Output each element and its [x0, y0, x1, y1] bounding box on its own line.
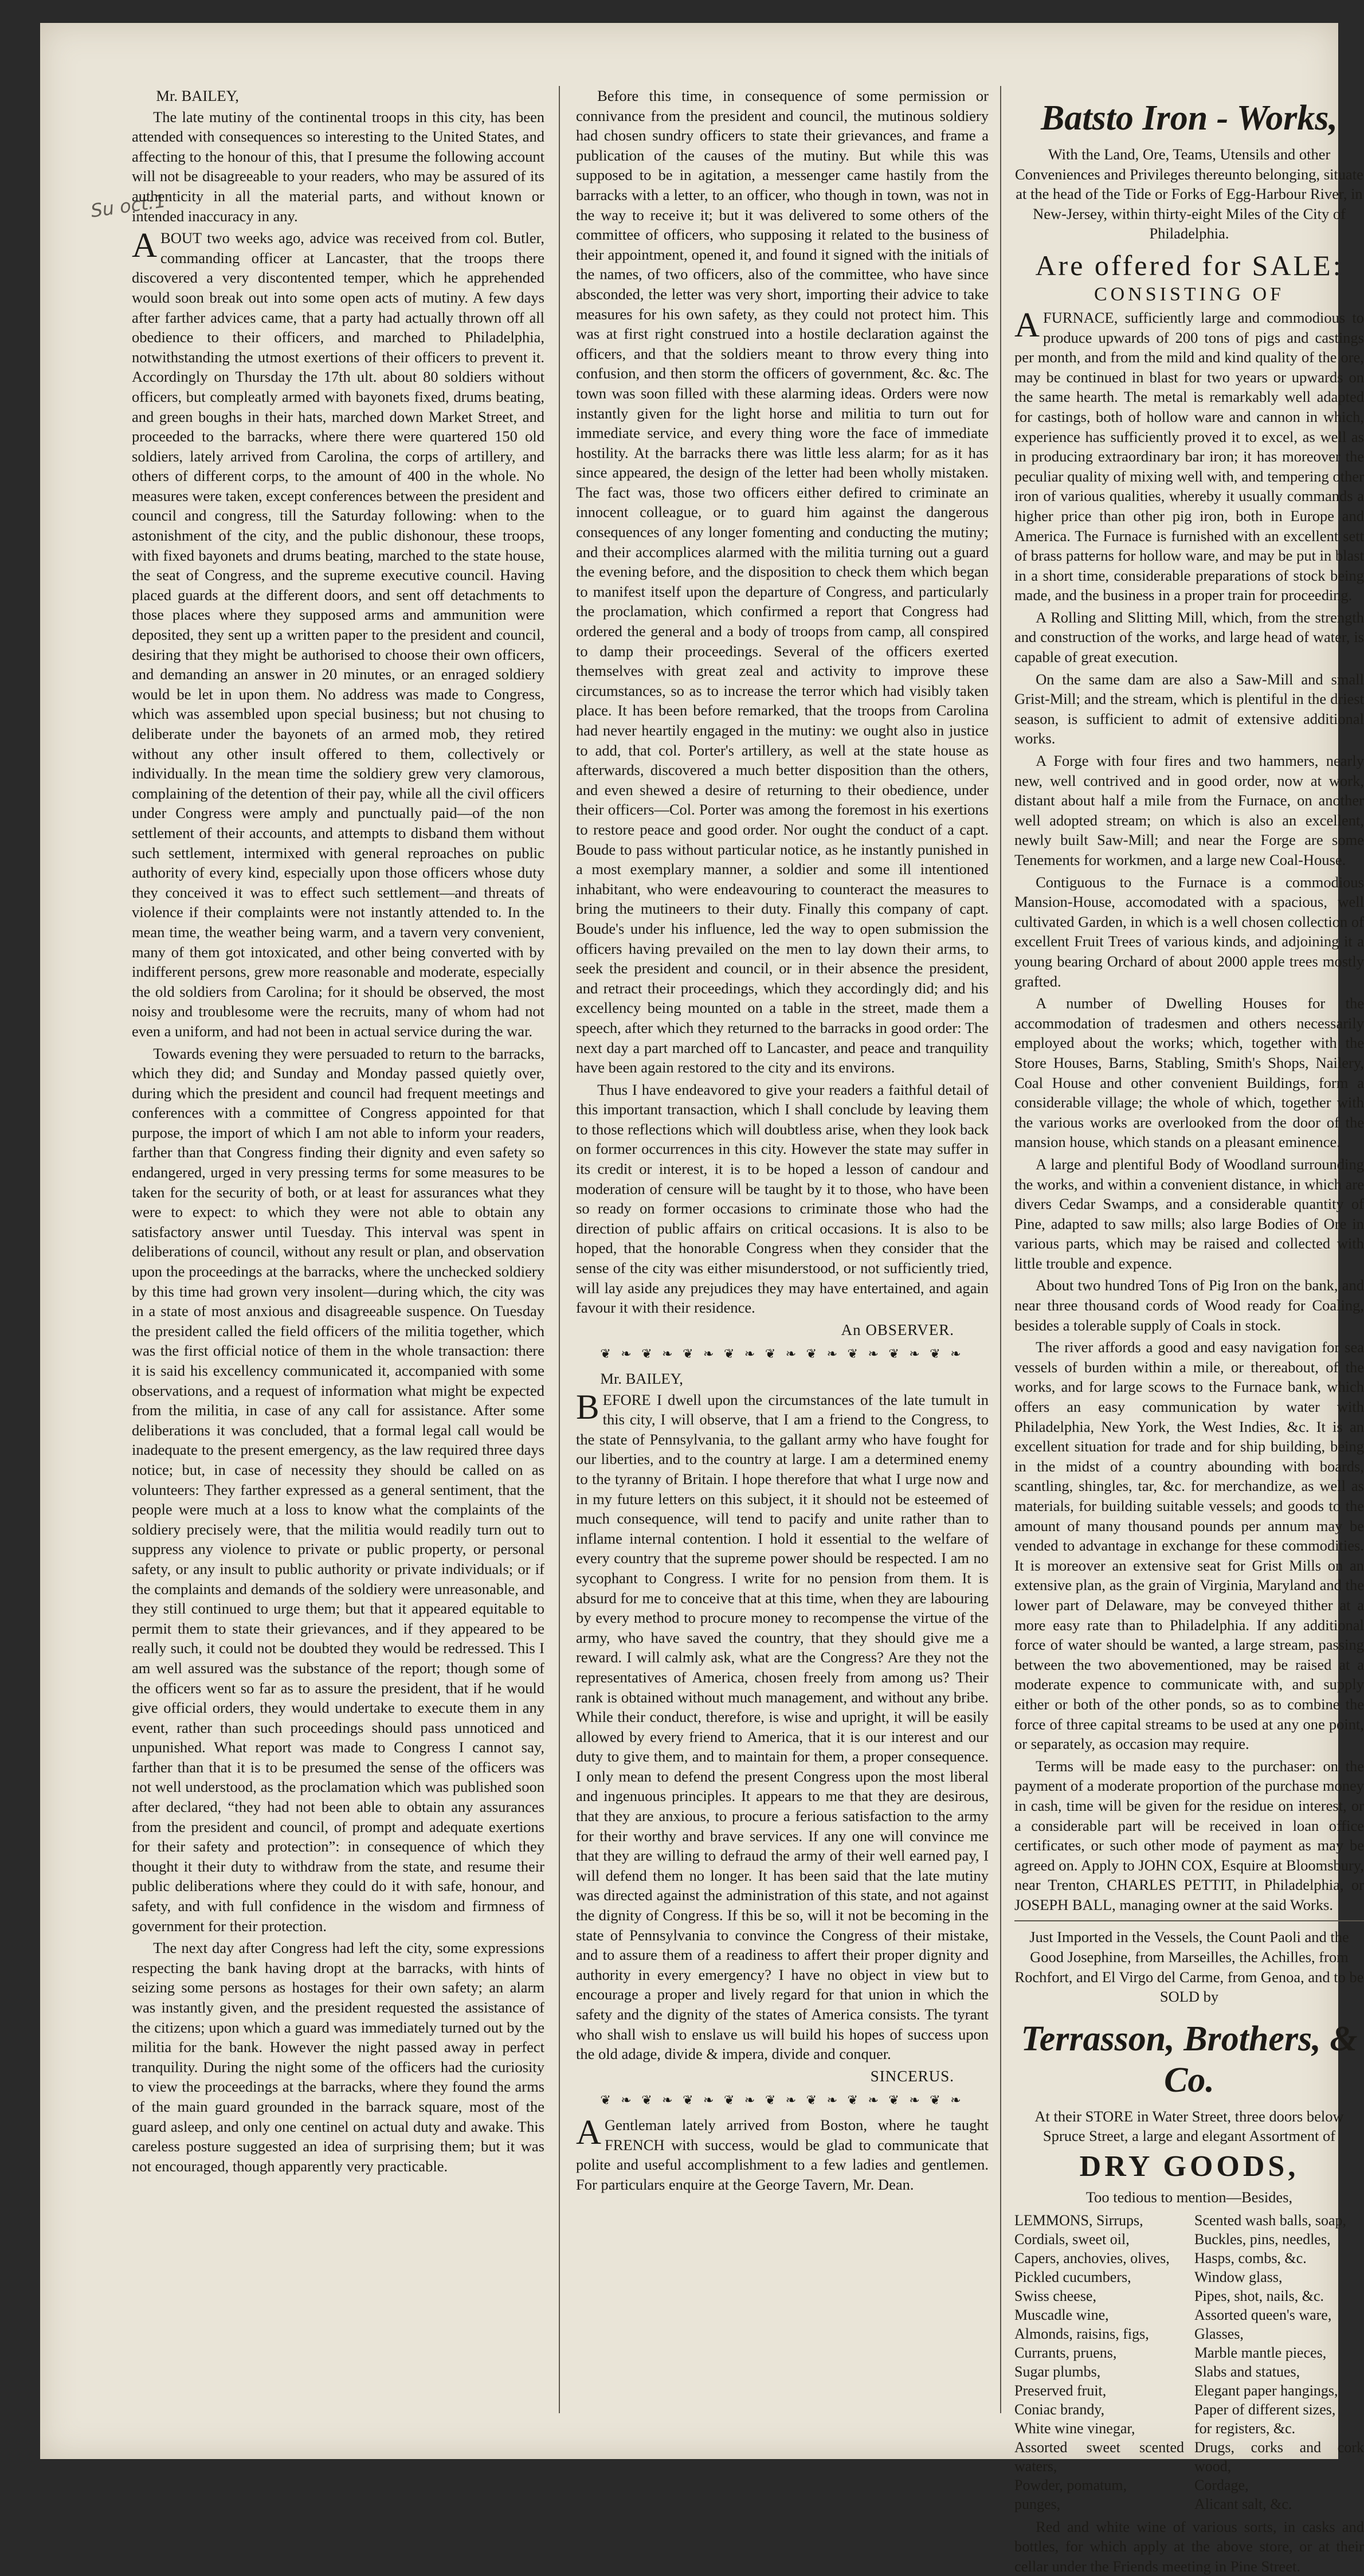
ad-paragraph: A Forge with four fires and two hammers, nearly new, well contrived and in good order, now at work, distant about half a mile from the Furnace, on another well adopted stream; on which is also an excellent, newly built Saw-Mill; and near the Forge are some Tenements for workmen, and a large new Coal-House.	[1014, 752, 1364, 868]
wine-notice: Red and white wine of various sorts, in casks and bottles, for which apply at the above store, or at their cellar under the Friends meeting in Pine Street.	[1014, 2518, 1364, 2575]
article-paragraph: Thus I have endeavored to give your readers a faithful detail of this important transaction, which I shall conclude by leaving them to those reflections which will doubtless arise, when they look back on former occurrences in this city. However the state may suffer in its credit or interest, it is to be hoped a lesson of candour and moderation of censure will be taught by it to those, who have been so ready on former occasions to criminate those who had the direction of public affairs on critical occasions. It is also to be hoped, that the honorable Congress when they consider that the sense of the city was either misunderstood, or not sufficiently tried, will lay aside any prejudices they may have entertained, and again favour it with their residence.	[576, 1080, 989, 1317]
article-paragraph: The next day after Congress had left the city, some expressions respecting the bank having dropt at the barracks, with hints of seizing some persons as hostages for their own safety; an alarm was instantly given, and the president requested the assistance of the citizens; upon which a guard was immediately turned out by the militia for the bank. However the night passed away in perfect tranquility. During the night some of the officers had the curiosity to view the proceedings at the barracks, where they found the arms of the main guard grounded in the barrack square, most of the guard asleep, and only one centinel on actual duty and awake. This careless posture suggested an idea of surprising them; but it was not encouraged, though apparently very practicable.	[132, 1939, 544, 2175]
ornament-divider: ❦ ❧ ❦ ❧ ❦ ❧ ❦ ❧ ❦ ❧ ❦ ❧ ❦ ❧ ❦ ❧ ❦ ❧	[600, 1346, 965, 1361]
goods-item: Slabs and statues,	[1194, 2363, 1300, 2380]
ad-paragraph: A number of Dwelling Houses for the accommodation of tradesmen and others necessarily employed about the works; which, together with the Store Houses, Barns, Stabling, Smith's Shops, Nailery, Coal House and other convenient Buildings, form a considerable village; the whole of which, together with the various works are overlooked from the door of the mansion house, which stands on a pleasant eminence.	[1014, 995, 1364, 1151]
goods-list	[1014, 2211, 1364, 2514]
article-paragraph: Before this time, in consequence of some permission or connivance from the president and council, the mutinous soldiery had chosen sundry officers to state their grievances, and frame a publication of the causes of the mutiny. But while this was supposed to be in agitation, a messenger came hastily from the barracks with a letter, to an officer, who though in town, was not in the way to receive it; but it was delivered to some others of the committee of officers, who supposing it related to the business of their appointment, opened it, and found it signed with the initials of the names, of two officers, also of the committee, who have since absconded, the letter was very short, importing their advice to take measures for his own safety, as they could not protect him. This was at first right construed into a hostile declaration against the officers, and that the soldiers meant to throw every thing into confusion, and then storm the officers of government, &c. &c. The town was soon filled with these alarming ideas. Orders were now instantly given for the light horse and militia to turn out for immediate service, and every thing wore the face of immediate hostility. At the barracks there was little less alarm; for as it has since appeared, the design of the letter had been wholly mistaken. The fact was, those two officers either defired to criminate an innocent colleague, or to guard him against the dangerous consequences of any longer fomenting and conducting the mutiny; and their accomplices alarmed with the militia turning out a guard the evening before, and the disposition to check them which began to manifest itself upon the departure of Congress, and particularly the proclamation, which confirmed a report that Congress had ordered the general and a body of troops from camp, all conspired to damp their proceedings. Several of the officers exerted themselves with great zeal and activity to improve these circumstances, so as to increase the terror which had visibly taken place. It has been before remarked, that the troops from Carolina had never heartily engaged in the mutiny: we ought also in justice to add, that col. Porter's artillery, as well at the state house as afterwards, discovered a much better disposition than the others, and even shewed a desire of returning to their obedience, under their officers—Col. Porter was among the foremost in his exertions to restore peace and good order. Nor ought the conduct of a capt. Boude to pass without particular notice, as he instantly punished in a most exemplary manner, a soldier and some ill intentioned inhabitant, who were endeavouring to counteract the measures to bring the mutineers to their duty. Finally this company of capt. Boude's under his influence, led the way to open submission the officers having prevailed on the men to lay down their arms, to seek the president and council, or in their absence the president, and retract their proceedings, which they accordingly did; and his excellency being mounted on a table in the street, made them a speech, after which they returned to the barracks in good order: The next day a part marched off to Lancaster, and peace and tranquility have been again restored to the city and its environs.	[576, 87, 989, 1076]
ad-title-terrasson: Terrasson, Brothers, & Co.	[1021, 2019, 1358, 2100]
ad-paragraph: Terms will be made easy to the purchaser: on the payment of a moderate proportion of the purchase money in cash, time will be given for the residue on interest, or a considerable part will be received in loan office certificates, or such other mode of payment as may be agreed on. Apply to JOHN COX, Esquire at Bloomsbury, near Trenton, CHARLES PETTIT, in Philadelphia, or JOSEPH BALL, managing owner at the said Works.	[1014, 1757, 1364, 1913]
ad-paragraph: AFURNACE, sufficiently large and commodious to produce upwards of 200 tons of pigs and castings per month, and from the mild and kind quality of the ore, may be continued in blast for two years or upwards on the same hearth. The metal is remarkably well adapted for castings, both of hollow ware and cannon in which, experience has sufficiently proved it to excel, as well as in producing extraordinary bar iron; it has moreover the peculiar quality of mixing well with, and tempering other iron of various qualities, whereby it usually commands a higher price than other pig iron, both in Europe and America. The Furnace is furnished with an excellent sett of brass patterns for hollow ware, and may be put in blast in a short time, considerable preparations of stock being made, and the business in a proper train for proceeding.	[1014, 306, 1364, 604]
article-paragraph: ABOUT two weeks ago, advice was received from col. Butler, commanding officer at Lancaster, that the troops there discovered a very discontented temper, which he apprehended would soon break out into some open acts of mutiny. A few days after farther advices came, that a party had actually thrown off all obedience to their officers, and marched to Philadelphia, notwithstanding the utmost exertions of their officers to prevent it. Accordingly on Thursday the 17th ult. about 80 soldiers without officers, but compleatly armed with bayonets fixed, drums beating, and green boughs in their hats, marched down Market Street, and proceeded to the barracks, where there were quartered 150 old soldiers, lately arrived from Carolina, the corps of artillery, and others of different corps, to the amount of 400 in the whole. No measures were taken, except conferences between the president and council and congress, till the Saturday following: when to the astonishment of the city, and the public dishonour, these troops, with fixed bayonets and drums beating, marched to the state house, the seat of Congress, and the supreme executive council. Having placed guards at the different doors, and sent off detachments to those places where they supposed arms and ammunition were deposited, they sent up a written paper to the president and council, desiring that they might be authorised to choose their own officers, and demanding an answer in 20 minutes, or an enraged soldiery would be let in upon them. No address was made to Congress, which was assembled upon special business; but not chusing to deliberate under the bayonets of an armed mob, they retired without any other insult offered to them, collectively or individually. In the mean time the soldiery grew very clamorous, complaining of the detention of their pay, while all the civil officers under Congress were amply and punctually paid—of the non settlement of their accounts, and attempts to disband them without such settlement, intermixed with general reproaches on public authority of every kind, especially upon those officers whose duty they conceived it was to effect such settlement—and threats of violence if their complaints were not instantly attended to. In the mean time, the weather being warm, and a tavern very convenient, many of them got intoxicated, and other being converted with by indifferent persons, grew more reasonable and moderate, especially the old soldiers from Carolina; for it should be observed, the most noisy and troublesome were the recruits, many of whom had not even a uniform, and had not been in actual service during the war.	[132, 226, 544, 1040]
ad-paragraph: Contiguous to the Furnace is a commodious Mansion-House, accomodated with a spacious, well cultivated Garden, in which is a well chosen collection of excellent Fruit Trees of various kinds, and adjoining it a young bearing Orchard of about 2000 apple trees mostly grafted.	[1014, 873, 1364, 990]
goods-item: Cordials, sweet oil,	[1014, 2230, 1130, 2248]
too-tedious: Too tedious to mention—Besides,	[1085, 2189, 1293, 2206]
column-rule-1	[559, 86, 560, 2413]
ad-divider	[1014, 1920, 1364, 1921]
ad-subtitle: With the Land, Ore, Teams, Utensils and other Conveniences and Privileges thereunto belonging, situate at the head of the Tide or Forks of Egg-Harbour River, in New-Jersey, within thirty-eight Miles of the City of Philadelphia.	[1015, 146, 1363, 242]
ad-paragraph: A Rolling and Slitting Mill, which, from the strength and construction of the works, and large head of water, is capable of great execution.	[1014, 608, 1364, 666]
goods-item: LEMMONS, Sirrups,	[1014, 2211, 1143, 2229]
ad-title-batsto: Batsto Iron - Works,	[1041, 99, 1338, 138]
goods-item: Preserved fruit,	[1014, 2382, 1107, 2399]
dry-goods-heading: DRY GOODS,	[1079, 2150, 1299, 2183]
goods-item: Swiss cheese,	[1014, 2287, 1096, 2304]
goods-item: Cordage,	[1194, 2476, 1249, 2493]
letter-paragraph: BEFORE I dwell upon the circumstances of the late tumult in this city, I will observe, that I am a friend to the Congress, to the state of Pennsylvania, to the gallant army who have fought for our liberties, and to the country at large. I am a determined enemy to the tyranny of Britain. I hope therefore that what I urge now and in my future letters on this subject, it it should not be esteemed of much consequence, will tend to pacify and unite rather than to inflame internal contention. I hold it essential to the welfare of every country that the supreme power should be respected. I am no sycophant to Congress. I write for no pension from them. It is absurd for me to conceive that at this time, when they are labouring by every method to procure money to recompense the virtue of the army, who have saved the country, that they should give me a reward. I will calmly ask, what are the Congress? Are they not the representatives of America, chosen freely from among us? Their rank is obtained without much management, and without any bribe. While their conduct, therefore, is wise and upright, it will be easily allowed by every friend to America, that it is our interest and our duty to give them, and to maintain for them, a proper consequence. I only mean to defend the present Congress upon the most liberal and ingenuous principles. It appears to me that they are desirous, that they are anxious, to procure a ferious satisfaction to the army for their worthy and brave services. If any one will convince me that they are willing to defraud the army of their well earned pay, I will defend them no longer. It has been said that the late mutiny was directed against the administration of this state, and not against the dignity of Congress. If this be so, will it not be becoming in the state of Pennsylvania to convince the Congress of their mistake, and to assure them of a readiness to affert their proper dignity and authority in every emergency? I have no object in view but to encourage a proper and lively regard for that union in which the safety and the dignity of the states of America consists. The tyrant who shall wish to enslave us will build his hopes of success upon the old adage, divide & impera, divide and conquer.	[576, 1388, 989, 2063]
goods-item: Glasses,	[1194, 2325, 1244, 2342]
goods-item: Assorted queen's ware,	[1194, 2306, 1332, 2323]
signature-sincerus: SINCERUS.	[870, 2067, 954, 2085]
goods-item: Hasps, combs, &c.	[1194, 2249, 1307, 2266]
goods-item: Pickled cucumbers,	[1014, 2268, 1131, 2285]
goods-item: Assorted sweet scented waters,	[1014, 2438, 1184, 2475]
goods-item: White wine vinegar,	[1014, 2420, 1135, 2437]
column-left	[132, 86, 544, 2419]
ad-paragraph: On the same dam are also a Saw-Mill and small Grist-Mill; and the stream, which is plentiful in the driest season, is sufficient to admit of extensive additional works.	[1014, 670, 1364, 747]
signature-observer: An OBSERVER.	[841, 1321, 954, 1338]
goods-item: Coniac brandy,	[1014, 2401, 1105, 2418]
goods-item: Powder, pomatum,	[1014, 2476, 1127, 2493]
ornament-divider: ❦ ❧ ❦ ❧ ❦ ❧ ❦ ❧ ❦ ❧ ❦ ❧ ❦ ❧ ❦ ❧ ❦ ❧	[600, 2093, 965, 2108]
ad-paragraph: About two hundred Tons of Pig Iron on the bank, and near three thousand cords of Wood ready for Coaling, besides a tolerable supply of Coals in stock.	[1014, 1277, 1364, 1334]
margin-handwritten-note: Su oct:1	[89, 190, 167, 222]
goods-item: Drugs, corks and cork wood,	[1194, 2438, 1364, 2475]
goods-item: Alicant salt, &c.	[1194, 2495, 1292, 2512]
french-tutor-ad: AGentleman lately arrived from Boston, where he taught FRENCH with success, would be glad to communicate that polite and useful accomplishment to a few ladies and gentlemen. For particulars enquire at the George Tavern, Mr. Dean.	[576, 2113, 989, 2193]
column-right	[1014, 86, 1364, 2575]
ad-paragraph: A large and plentiful Body of Woodland surrounding the works, and within a convenient distance, in which are divers Cedar Swamps, and a considerable quantity of Pine, adapted to saw mills; also large Bodies of Ore in various parts, which may be raised and collected with little trouble and expence.	[1014, 1155, 1364, 1272]
goods-item: for registers, &c.	[1194, 2420, 1296, 2437]
imported-notice: Just Imported in the Vessels, the Count Paoli and the Good Josephine, from Marseilles, the Achilles, from Rochfort, and El Virgo del Carme, from Genoa, and to be SOLD by	[1014, 1928, 1364, 2006]
goods-item: Capers, anchovies, olives,	[1014, 2249, 1170, 2266]
article-paragraph: Towards evening they were persuaded to return to the barracks, which they did; and Sunday and Monday passed quietly over, during which the president and council had frequent meetings and conferences with a committee of Congress appointed for that purpose, the import of which I am not able to inform your readers, farther than that Congress finding their dignity and even safety so endangered, urged in very pressing terms for some measures to be taken for the security of both, or at least for assurances what they were to expect: to which they were not able to obtain any satisfactory answer until Tuesday. This interval was spent in deliberations of council, without any result or plan, and observation upon the proceedings at the barracks, where the unchecked soldiery by this time had grown very insolent—during which, the city was in a state of most anxious and disagreeable suspence. On Tuesday the president called the field officers of the militia together, which was the first official notice of them in the whole transaction: there it is said his excellency communicated it, accompanied with some observations, and a request of information what might be expected from the militia, in case of any call for assistance. After some deliberations it was concluded, that a formal legal call would be inadequate to the present emergency, as the law required three days notice; but, in case of necessity they should be called on as volunteers: They farther expressed as a general sentiment, that the people were much at a loss to know what the complaints of the soldiery precisely were, that the militia would readily turn out to suppress any violence to private or public property, or personal safety, or any insult to public authority or private individuals; or if the complaints and demands of the soldiery were unreasonable, and they still continued to urge them; but that it appeared equitable to permit them to state their grievances, and if they appeared to be really such, it could not be doubted they would be redressed. This I am well assured was the substance of the report; though some of the officers went so far as to assure the president, that if he would give official orders, they would undertake to execute them in any event, rather than such proceedings should pass unnoticed and unpunished. What report was made to Congress I cannot say, farther than that it is to be presumed the sense of the officers was not well understood, as the proclamation which was published soon after declared, “they had not been able to obtain any assurances from the president and council, of prompt and adequate exertions for their safety and protection”: in consequence of which they thought it their duty to withdraw from the state, and resume their public deliberations where they could do it with safe, honour, and safety, and with full confidence in the wisdom and firmness of government for their protection.	[132, 1044, 544, 1935]
goods-item: Elegant paper hangings,	[1194, 2382, 1338, 2399]
store-location: At their STORE in Water Street, three doors below Spruce Street, a large and elegant Assortment of	[1034, 2107, 1344, 2145]
column-rule-2	[1000, 86, 1001, 2413]
goods-item: Buckles, pins, needles,	[1194, 2230, 1331, 2248]
ad-paragraph: The river affords a good and easy navigation for sea vessels of burden within a mile, or thereabout, of the works, and for large scows to the Furnace bank, which offers an easy communication by water with Philadelphia, New York, the West Indies, &c. It is an excellent situation for trade and for ship building, being in the midst of a country abounding with boards, scantling, shingles, tar, &c. for merchandize, as well as materials, for building suitable vessels; and goods to the amount of many thousand pounds per annum may be vended to advantage in exchange for these commodities. It is moreover an extensive seat for Grist Mills on an extensive plan, as the grain of Virginia, Maryland and the lower part of Delaware, may be conveyed thither at a more easy rate than to Philadelphia. If any additional force of water should be wanted, a large stream, passing between the two abovementioned, may be raised at a moderate expence to communicate with, and supply either or both of the other ponds, so as to combine the force of three capital streams to be used at any one point, or separately, as occasion may require.	[1014, 1338, 1364, 1753]
goods-item: Scented wash balls, soap,	[1194, 2211, 1347, 2229]
goods-item: Muscadle wine,	[1014, 2306, 1109, 2323]
goods-item: Almonds, raisins, figs,	[1014, 2325, 1149, 2342]
goods-item: Window glass,	[1194, 2268, 1283, 2285]
offered-for-sale: Are offered for SALE:	[1035, 249, 1343, 281]
goods-list-left	[1014, 2211, 1184, 2514]
newspaper-page	[40, 23, 1364, 2575]
goods-item: Currants, pruens,	[1014, 2344, 1117, 2361]
goods-list-right	[1194, 2211, 1364, 2514]
salutation: Mr. BAILEY,	[156, 87, 239, 104]
column-middle	[576, 86, 989, 2419]
goods-item: punges,	[1014, 2495, 1061, 2512]
consisting-of: CONSISTING OF	[1093, 283, 1285, 305]
intro-paragraph: The late mutiny of the continental troops in this city, has been attended with consequences so interesting to the United States, and affecting to the honour of this, that I presume the following account will not be disagreeable to your readers, who may be assured of its authenticity in all the material parts, and without known or intended inaccuracy in any.	[132, 108, 544, 225]
goods-item: Marble mantle pieces,	[1194, 2344, 1327, 2361]
goods-item: Sugar plumbs,	[1014, 2363, 1101, 2380]
goods-item: Paper of different sizes,	[1194, 2401, 1336, 2418]
goods-item: Pipes, shot, nails, &c.	[1194, 2287, 1324, 2304]
salutation: Mr. BAILEY,	[600, 1370, 683, 1387]
